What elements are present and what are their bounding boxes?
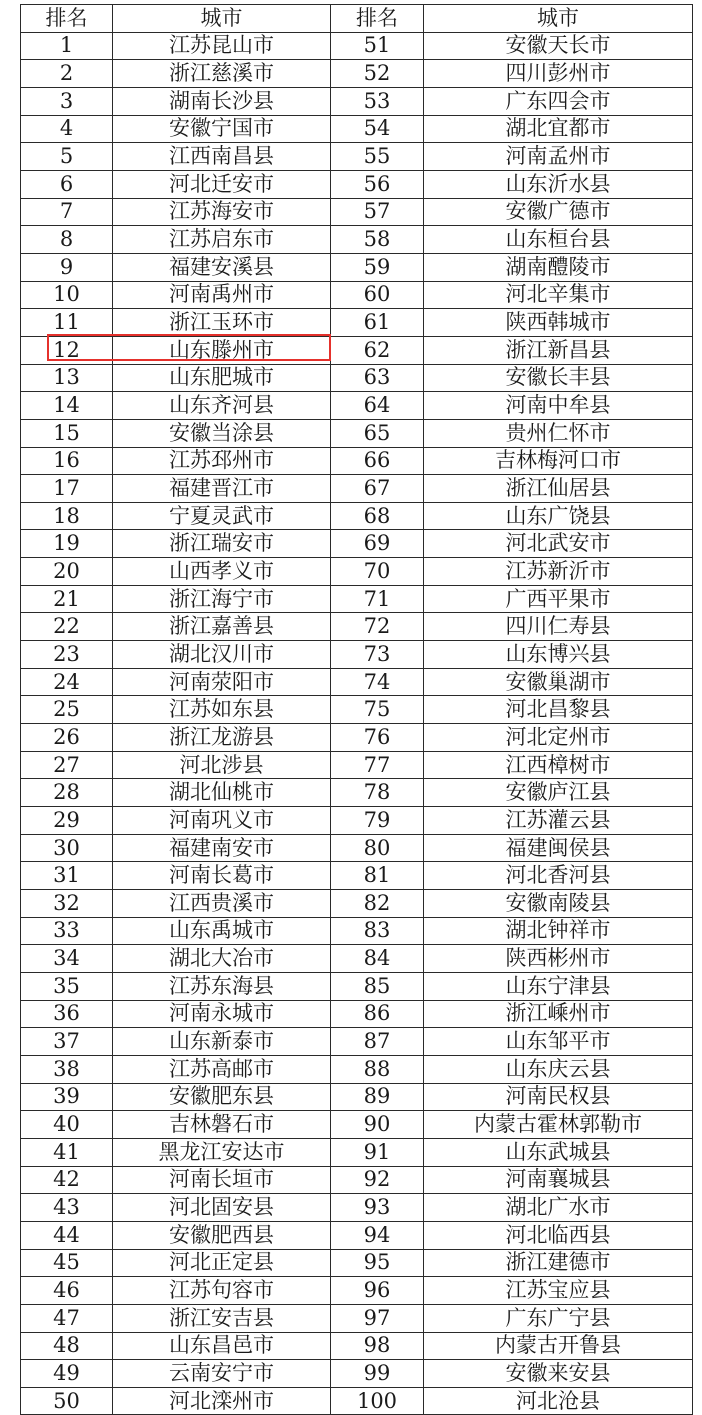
city-right-cell: 河北辛集市 bbox=[424, 281, 693, 309]
table-row bbox=[21, 1028, 693, 1056]
city-right-cell: 江苏宝应县 bbox=[424, 1277, 693, 1305]
city-left-cell: 浙江海宁市 bbox=[113, 585, 331, 613]
rank-left-cell: 4 bbox=[21, 115, 113, 143]
table-row bbox=[21, 226, 693, 254]
rank-right-cell: 57 bbox=[331, 198, 424, 226]
rank-left-cell: 47 bbox=[21, 1304, 113, 1332]
rank-right-cell: 82 bbox=[331, 890, 424, 918]
city-left-cell: 江苏昆山市 bbox=[113, 32, 331, 60]
city-left-cell: 安徽肥西县 bbox=[113, 1221, 331, 1249]
city-left-cell: 河南荥阳市 bbox=[113, 668, 331, 696]
table-row bbox=[21, 1304, 693, 1332]
table-row bbox=[21, 1083, 693, 1111]
city-left-cell: 安徽肥东县 bbox=[113, 1083, 331, 1111]
city-right-cell: 江苏灌云县 bbox=[424, 807, 693, 835]
table-row bbox=[21, 502, 693, 530]
rank-left-cell: 9 bbox=[21, 253, 113, 281]
rank-left-cell: 6 bbox=[21, 170, 113, 198]
city-right-cell: 河北沧县 bbox=[424, 1387, 693, 1415]
city-right-cell: 河北定州市 bbox=[424, 724, 693, 752]
table-row bbox=[21, 1138, 693, 1166]
table-row bbox=[21, 890, 693, 918]
rank-right-cell: 98 bbox=[331, 1332, 424, 1360]
rank-right-cell: 100 bbox=[331, 1387, 424, 1415]
table-row bbox=[21, 696, 693, 724]
table-row bbox=[21, 917, 693, 945]
city-right-cell: 湖北广水市 bbox=[424, 1194, 693, 1222]
city-left-cell: 山东肥城市 bbox=[113, 364, 331, 392]
city-left-cell: 山东昌邑市 bbox=[113, 1332, 331, 1360]
city-left-cell: 江苏东海县 bbox=[113, 972, 331, 1000]
table-row bbox=[21, 364, 693, 392]
city-right-cell: 广西平果市 bbox=[424, 585, 693, 613]
rank-right-cell: 51 bbox=[331, 32, 424, 60]
rank-right-cell: 80 bbox=[331, 834, 424, 862]
city-left-cell: 河北涉县 bbox=[113, 751, 331, 779]
ranking-table bbox=[20, 4, 693, 1415]
header-rank-left: 排名 bbox=[21, 5, 113, 33]
city-left-cell: 浙江慈溪市 bbox=[113, 60, 331, 88]
city-left-cell: 浙江嘉善县 bbox=[113, 613, 331, 641]
table-row bbox=[21, 1221, 693, 1249]
rank-left-cell: 44 bbox=[21, 1221, 113, 1249]
table-row bbox=[21, 1194, 693, 1222]
table-row bbox=[21, 1249, 693, 1277]
table-row bbox=[21, 336, 693, 364]
rank-left-cell: 11 bbox=[21, 309, 113, 337]
city-left-cell: 江苏邳州市 bbox=[113, 447, 331, 475]
rank-left-cell: 15 bbox=[21, 419, 113, 447]
rank-left-cell: 12 bbox=[21, 336, 113, 364]
rank-right-cell: 69 bbox=[331, 530, 424, 558]
city-left-cell: 河北迁安市 bbox=[113, 170, 331, 198]
city-left-cell: 江西南昌县 bbox=[113, 143, 331, 171]
city-right-cell: 湖南醴陵市 bbox=[424, 253, 693, 281]
rank-left-cell: 48 bbox=[21, 1332, 113, 1360]
table-row bbox=[21, 1332, 693, 1360]
rank-right-cell: 65 bbox=[331, 419, 424, 447]
table-row bbox=[21, 807, 693, 835]
rank-right-cell: 83 bbox=[331, 917, 424, 945]
rank-left-cell: 24 bbox=[21, 668, 113, 696]
city-left-cell: 湖南长沙县 bbox=[113, 87, 331, 115]
rank-left-cell: 28 bbox=[21, 779, 113, 807]
city-left-cell: 山东禹城市 bbox=[113, 917, 331, 945]
city-left-cell: 江苏句容市 bbox=[113, 1277, 331, 1305]
rank-left-cell: 39 bbox=[21, 1083, 113, 1111]
rank-left-cell: 31 bbox=[21, 862, 113, 890]
city-left-cell: 湖北仙桃市 bbox=[113, 779, 331, 807]
city-right-cell: 安徽长丰县 bbox=[424, 364, 693, 392]
city-right-cell: 广东四会市 bbox=[424, 87, 693, 115]
rank-right-cell: 66 bbox=[331, 447, 424, 475]
city-left-cell: 江西贵溪市 bbox=[113, 890, 331, 918]
rank-right-cell: 62 bbox=[331, 336, 424, 364]
rank-left-cell: 14 bbox=[21, 392, 113, 420]
city-left-cell: 河南巩义市 bbox=[113, 807, 331, 835]
city-left-cell: 安徽宁国市 bbox=[113, 115, 331, 143]
rank-left-cell: 32 bbox=[21, 890, 113, 918]
rank-left-cell: 27 bbox=[21, 751, 113, 779]
city-right-cell: 浙江仙居县 bbox=[424, 475, 693, 503]
table-row bbox=[21, 87, 693, 115]
city-left-cell: 浙江玉环市 bbox=[113, 309, 331, 337]
city-right-cell: 四川仁寿县 bbox=[424, 613, 693, 641]
table-row bbox=[21, 862, 693, 890]
rank-right-cell: 72 bbox=[331, 613, 424, 641]
header-city-right: 城市 bbox=[424, 5, 693, 33]
rank-right-cell: 78 bbox=[331, 779, 424, 807]
rank-left-cell: 29 bbox=[21, 807, 113, 835]
table-row bbox=[21, 143, 693, 171]
city-right-cell: 江西樟树市 bbox=[424, 751, 693, 779]
rank-right-cell: 61 bbox=[331, 309, 424, 337]
city-right-cell: 陕西彬州市 bbox=[424, 945, 693, 973]
rank-right-cell: 88 bbox=[331, 1055, 424, 1083]
table-row bbox=[21, 392, 693, 420]
city-left-cell: 湖北大冶市 bbox=[113, 945, 331, 973]
city-right-cell: 山东武城县 bbox=[424, 1138, 693, 1166]
rank-right-cell: 63 bbox=[331, 364, 424, 392]
rank-left-cell: 41 bbox=[21, 1138, 113, 1166]
table-row bbox=[21, 1000, 693, 1028]
table-row bbox=[21, 60, 693, 88]
rank-right-cell: 58 bbox=[331, 226, 424, 254]
city-left-cell: 福建晋江市 bbox=[113, 475, 331, 503]
city-right-cell: 河北香河县 bbox=[424, 862, 693, 890]
city-left-cell: 河南永城市 bbox=[113, 1000, 331, 1028]
rank-left-cell: 1 bbox=[21, 32, 113, 60]
rank-right-cell: 84 bbox=[331, 945, 424, 973]
city-left-cell: 河南禹州市 bbox=[113, 281, 331, 309]
city-left-cell: 江苏海安市 bbox=[113, 198, 331, 226]
city-right-cell: 河北武安市 bbox=[424, 530, 693, 558]
rank-left-cell: 49 bbox=[21, 1360, 113, 1388]
table-row bbox=[21, 309, 693, 337]
city-right-cell: 山东邹平市 bbox=[424, 1028, 693, 1056]
city-right-cell: 河北昌黎县 bbox=[424, 696, 693, 724]
city-right-cell: 山东庆云县 bbox=[424, 1055, 693, 1083]
table-row bbox=[21, 419, 693, 447]
rank-right-cell: 90 bbox=[331, 1111, 424, 1139]
city-left-cell: 浙江安吉县 bbox=[113, 1304, 331, 1332]
rank-left-cell: 34 bbox=[21, 945, 113, 973]
rank-left-cell: 21 bbox=[21, 585, 113, 613]
table-row bbox=[21, 668, 693, 696]
city-right-cell: 广东广宁县 bbox=[424, 1304, 693, 1332]
rank-right-cell: 99 bbox=[331, 1360, 424, 1388]
rank-right-cell: 91 bbox=[331, 1138, 424, 1166]
table-row bbox=[21, 585, 693, 613]
rank-right-cell: 75 bbox=[331, 696, 424, 724]
rank-right-cell: 74 bbox=[331, 668, 424, 696]
table-row bbox=[21, 281, 693, 309]
table-row bbox=[21, 1277, 693, 1305]
rank-left-cell: 40 bbox=[21, 1111, 113, 1139]
rank-left-cell: 45 bbox=[21, 1249, 113, 1277]
header-rank-right: 排名 bbox=[331, 5, 424, 33]
city-left-cell: 山西孝义市 bbox=[113, 558, 331, 586]
table-row bbox=[21, 115, 693, 143]
rank-right-cell: 96 bbox=[331, 1277, 424, 1305]
rank-left-cell: 20 bbox=[21, 558, 113, 586]
city-left-cell: 河南长垣市 bbox=[113, 1166, 331, 1194]
city-right-cell: 内蒙古霍林郭勒市 bbox=[424, 1111, 693, 1139]
city-left-cell: 云南安宁市 bbox=[113, 1360, 331, 1388]
rank-right-cell: 95 bbox=[331, 1249, 424, 1277]
city-right-cell: 浙江建德市 bbox=[424, 1249, 693, 1277]
rank-left-cell: 2 bbox=[21, 60, 113, 88]
rank-left-cell: 36 bbox=[21, 1000, 113, 1028]
rank-left-cell: 25 bbox=[21, 696, 113, 724]
city-left-cell: 福建安溪县 bbox=[113, 253, 331, 281]
rank-right-cell: 94 bbox=[331, 1221, 424, 1249]
rank-left-cell: 35 bbox=[21, 972, 113, 1000]
city-left-cell: 浙江龙游县 bbox=[113, 724, 331, 752]
rank-right-cell: 73 bbox=[331, 641, 424, 669]
city-left-cell: 山东新泰市 bbox=[113, 1028, 331, 1056]
table-body bbox=[21, 32, 693, 1415]
rank-right-cell: 53 bbox=[331, 87, 424, 115]
city-left-cell: 山东滕州市 bbox=[113, 336, 331, 364]
rank-right-cell: 67 bbox=[331, 475, 424, 503]
table-row bbox=[21, 1055, 693, 1083]
table-row bbox=[21, 945, 693, 973]
city-right-cell: 陕西韩城市 bbox=[424, 309, 693, 337]
city-right-cell: 江苏新沂市 bbox=[424, 558, 693, 586]
city-right-cell: 山东博兴县 bbox=[424, 641, 693, 669]
rank-right-cell: 55 bbox=[331, 143, 424, 171]
rank-left-cell: 13 bbox=[21, 364, 113, 392]
rank-right-cell: 56 bbox=[331, 170, 424, 198]
table-row bbox=[21, 751, 693, 779]
rank-left-cell: 19 bbox=[21, 530, 113, 558]
rank-left-cell: 17 bbox=[21, 475, 113, 503]
city-right-cell: 湖北钟祥市 bbox=[424, 917, 693, 945]
city-right-cell: 河北临西县 bbox=[424, 1221, 693, 1249]
city-right-cell: 山东桓台县 bbox=[424, 226, 693, 254]
city-right-cell: 河南孟州市 bbox=[424, 143, 693, 171]
rank-right-cell: 68 bbox=[331, 502, 424, 530]
rank-left-cell: 26 bbox=[21, 724, 113, 752]
city-right-cell: 安徽广德市 bbox=[424, 198, 693, 226]
rank-right-cell: 54 bbox=[331, 115, 424, 143]
city-left-cell: 江苏高邮市 bbox=[113, 1055, 331, 1083]
city-right-cell: 山东广饶县 bbox=[424, 502, 693, 530]
table-row bbox=[21, 1166, 693, 1194]
header-city-left: 城市 bbox=[113, 5, 331, 33]
rank-left-cell: 10 bbox=[21, 281, 113, 309]
city-right-cell: 山东宁津县 bbox=[424, 972, 693, 1000]
table-row bbox=[21, 1111, 693, 1139]
city-right-cell: 浙江嵊州市 bbox=[424, 1000, 693, 1028]
city-right-cell: 河南民权县 bbox=[424, 1083, 693, 1111]
table-row bbox=[21, 558, 693, 586]
rank-left-cell: 50 bbox=[21, 1387, 113, 1415]
table-row bbox=[21, 253, 693, 281]
rank-left-cell: 37 bbox=[21, 1028, 113, 1056]
rank-right-cell: 71 bbox=[331, 585, 424, 613]
rank-right-cell: 52 bbox=[331, 60, 424, 88]
header-row bbox=[21, 5, 693, 33]
city-left-cell: 安徽当涂县 bbox=[113, 419, 331, 447]
city-right-cell: 贵州仁怀市 bbox=[424, 419, 693, 447]
city-left-cell: 河南长葛市 bbox=[113, 862, 331, 890]
city-right-cell: 福建闽侯县 bbox=[424, 834, 693, 862]
rank-left-cell: 42 bbox=[21, 1166, 113, 1194]
city-right-cell: 吉林梅河口市 bbox=[424, 447, 693, 475]
city-right-cell: 山东沂水县 bbox=[424, 170, 693, 198]
rank-right-cell: 70 bbox=[331, 558, 424, 586]
city-right-cell: 安徽天长市 bbox=[424, 32, 693, 60]
city-left-cell: 河北正定县 bbox=[113, 1249, 331, 1277]
rank-left-cell: 5 bbox=[21, 143, 113, 171]
rank-left-cell: 33 bbox=[21, 917, 113, 945]
rank-left-cell: 38 bbox=[21, 1055, 113, 1083]
city-right-cell: 四川彭州市 bbox=[424, 60, 693, 88]
rank-right-cell: 79 bbox=[331, 807, 424, 835]
rank-right-cell: 89 bbox=[331, 1083, 424, 1111]
rank-right-cell: 85 bbox=[331, 972, 424, 1000]
city-right-cell: 安徽庐江县 bbox=[424, 779, 693, 807]
table-row bbox=[21, 972, 693, 1000]
table-row bbox=[21, 475, 693, 503]
table-row bbox=[21, 834, 693, 862]
rank-right-cell: 86 bbox=[331, 1000, 424, 1028]
city-left-cell: 河北滦州市 bbox=[113, 1387, 331, 1415]
rank-left-cell: 16 bbox=[21, 447, 113, 475]
city-left-cell: 河北固安县 bbox=[113, 1194, 331, 1222]
rank-left-cell: 7 bbox=[21, 198, 113, 226]
city-right-cell: 湖北宜都市 bbox=[424, 115, 693, 143]
rank-right-cell: 97 bbox=[331, 1304, 424, 1332]
city-left-cell: 江苏如东县 bbox=[113, 696, 331, 724]
city-left-cell: 宁夏灵武市 bbox=[113, 502, 331, 530]
city-left-cell: 吉林磐石市 bbox=[113, 1111, 331, 1139]
rank-left-cell: 22 bbox=[21, 613, 113, 641]
table-row bbox=[21, 613, 693, 641]
table-row bbox=[21, 530, 693, 558]
city-right-cell: 河南襄城县 bbox=[424, 1166, 693, 1194]
table-row bbox=[21, 779, 693, 807]
rank-left-cell: 23 bbox=[21, 641, 113, 669]
city-left-cell: 福建南安市 bbox=[113, 834, 331, 862]
city-right-cell: 河南中牟县 bbox=[424, 392, 693, 420]
rank-right-cell: 92 bbox=[331, 1166, 424, 1194]
rank-right-cell: 60 bbox=[331, 281, 424, 309]
city-right-cell: 安徽巢湖市 bbox=[424, 668, 693, 696]
table-row bbox=[21, 641, 693, 669]
rank-left-cell: 3 bbox=[21, 87, 113, 115]
table-row bbox=[21, 170, 693, 198]
city-right-cell: 安徽南陵县 bbox=[424, 890, 693, 918]
rank-right-cell: 76 bbox=[331, 724, 424, 752]
city-right-cell: 浙江新昌县 bbox=[424, 336, 693, 364]
rank-right-cell: 93 bbox=[331, 1194, 424, 1222]
table-row bbox=[21, 724, 693, 752]
table-row bbox=[21, 1360, 693, 1388]
rank-right-cell: 81 bbox=[331, 862, 424, 890]
city-right-cell: 安徽来安县 bbox=[424, 1360, 693, 1388]
rank-right-cell: 64 bbox=[331, 392, 424, 420]
table-row bbox=[21, 447, 693, 475]
city-right-cell: 内蒙古开鲁县 bbox=[424, 1332, 693, 1360]
city-left-cell: 江苏启东市 bbox=[113, 226, 331, 254]
city-left-cell: 山东齐河县 bbox=[113, 392, 331, 420]
city-left-cell: 浙江瑞安市 bbox=[113, 530, 331, 558]
city-left-cell: 黑龙江安达市 bbox=[113, 1138, 331, 1166]
rank-right-cell: 59 bbox=[331, 253, 424, 281]
city-left-cell: 湖北汉川市 bbox=[113, 641, 331, 669]
rank-left-cell: 46 bbox=[21, 1277, 113, 1305]
table-row bbox=[21, 1387, 693, 1415]
rank-left-cell: 8 bbox=[21, 226, 113, 254]
rank-left-cell: 18 bbox=[21, 502, 113, 530]
rank-right-cell: 87 bbox=[331, 1028, 424, 1056]
rank-right-cell: 77 bbox=[331, 751, 424, 779]
table-row bbox=[21, 32, 693, 60]
rank-left-cell: 43 bbox=[21, 1194, 113, 1222]
rank-left-cell: 30 bbox=[21, 834, 113, 862]
table-row bbox=[21, 198, 693, 226]
